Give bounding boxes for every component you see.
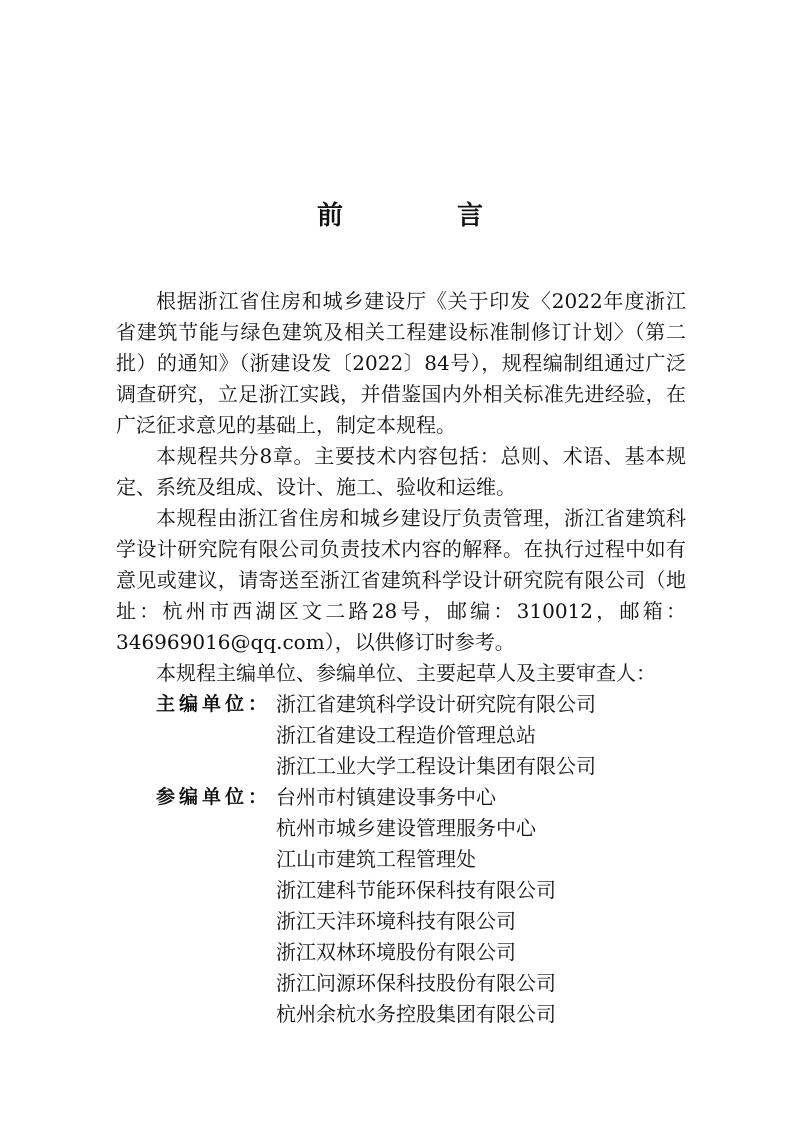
chief-unit-name: 浙江省建设工程造价管理总站 [276,723,536,747]
participating-unit-name: 浙江建科节能环保科技有限公司 [276,878,556,902]
list-item [116,782,686,813]
list-item [116,844,686,875]
participating-units-list [116,782,686,1030]
list-item [116,999,686,1030]
participating-unit-name: 浙江天沣环境科技有限公司 [276,909,516,933]
page-title: 前 言 [316,201,527,231]
paragraph-units-intro: 本规程主编单位、参编单位、主要起草人及主要审查人： [156,661,656,685]
paragraph-basis: 根据浙江省住房和城乡建设厅《关于印发〈2022年度浙江省建筑节能与绿色建筑及相关工程建设标准制修订计划〉（第二批）的通知》（浙建设发〔2022〕84号），规程编制组通过广泛调查研究，立足浙江实践，并借鉴国内外相关标准先进经验，在广泛征求意见的基础上，制定本规程。 [116,289,686,437]
participating-unit-name: 江山市建筑工程管理处 [276,847,476,871]
list-item [116,720,686,751]
preface-body [116,286,686,1030]
list-item [116,875,686,906]
participating-unit-name: 台州市村镇建设事务中心 [276,785,496,809]
chief-unit-name: 浙江省建筑科学设计研究院有限公司 [276,692,596,716]
chief-units-label: 主编单位： [156,693,272,715]
list-item [116,751,686,782]
chief-units-list [116,689,686,782]
list-item [116,968,686,999]
paragraph-chapters: 本规程共分8章。主要技术内容包括：总则、术语、基本规定、系统及组成、设计、施工、验收和运维。 [116,444,686,499]
list-item [116,689,686,720]
participating-unit-name: 杭州市城乡建设管理服务中心 [276,816,536,840]
list-item [116,937,686,968]
participating-unit-name: 浙江问源环保科技股份有限公司 [276,971,556,995]
list-item [116,906,686,937]
paragraph-management: 本规程由浙江省住房和城乡建设厅负责管理，浙江省建筑科学设计研究院有限公司负责技术内容的解释。在执行过程中如有意见或建议，请寄送至浙江省建筑科学设计研究院有限公司（地址：杭州市西湖区文二路28号，邮编：310012，邮箱：346969016@qq.com），以供修订时参考。 [116,506,686,654]
participating-units-label: 参编单位： [156,786,272,808]
participating-unit-name: 杭州余杭水务控股集团有限公司 [276,1002,556,1026]
list-item [116,813,686,844]
chief-unit-name: 浙江工业大学工程设计集团有限公司 [276,754,596,778]
participating-unit-name: 浙江双林环境股份有限公司 [276,940,516,964]
